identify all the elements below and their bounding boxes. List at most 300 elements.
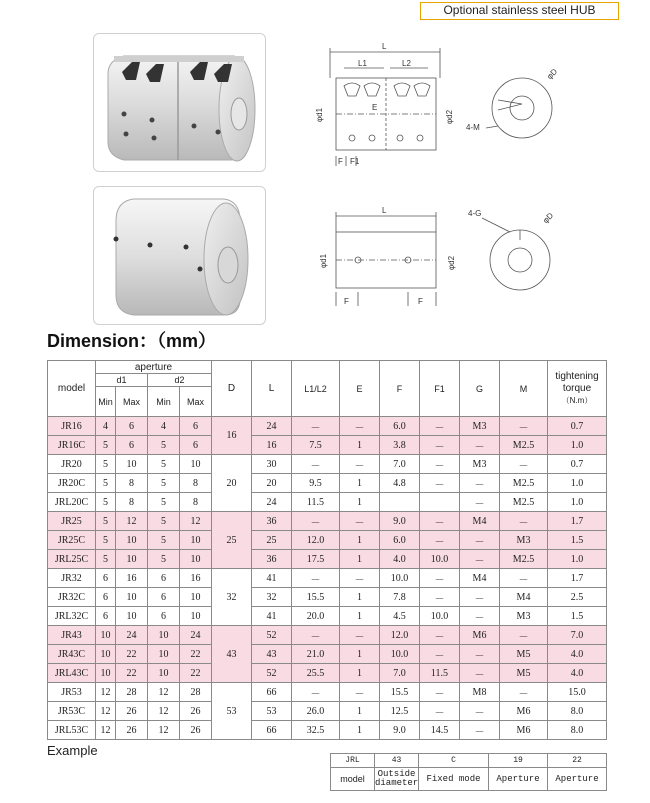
product-photo-set-screw bbox=[93, 186, 266, 325]
cell-d2min: 5 bbox=[148, 531, 180, 550]
cell-l: 43 bbox=[252, 645, 292, 664]
cell-model: JR43C bbox=[48, 645, 96, 664]
cell-d2max: 8 bbox=[180, 474, 212, 493]
cell-e: 1 bbox=[340, 702, 380, 721]
cell-m: － bbox=[500, 417, 548, 436]
cell-m: M2.5 bbox=[500, 474, 548, 493]
cell-d1min: 5 bbox=[96, 531, 116, 550]
cell-e: 1 bbox=[340, 531, 380, 550]
cell-d2max: 10 bbox=[180, 607, 212, 626]
cell-l1l2: 7.5 bbox=[292, 436, 340, 455]
dim2-L-label: L bbox=[382, 206, 387, 215]
cell-model: JR20C bbox=[48, 474, 96, 493]
cell-f: 9.0 bbox=[380, 721, 420, 740]
cell-d1min: 5 bbox=[96, 436, 116, 455]
cell-f1: － bbox=[420, 588, 460, 607]
cell-f1: － bbox=[420, 626, 460, 645]
cell-l: 24 bbox=[252, 493, 292, 512]
cell-d1max: 8 bbox=[116, 493, 148, 512]
cell-f1: － bbox=[420, 683, 460, 702]
cell-model: JR53C bbox=[48, 702, 96, 721]
cell-d1min: 10 bbox=[96, 645, 116, 664]
cell-d2min: 5 bbox=[148, 455, 180, 474]
cell-l: 41 bbox=[252, 569, 292, 588]
cell-f: 7.8 bbox=[380, 588, 420, 607]
cell-d2max: 24 bbox=[180, 626, 212, 645]
cell-torque: 0.7 bbox=[548, 417, 607, 436]
header-G: G bbox=[460, 361, 500, 417]
cell-d1min: 10 bbox=[96, 626, 116, 645]
cell-d1max: 6 bbox=[116, 417, 148, 436]
cell-m: M3 bbox=[500, 531, 548, 550]
cell-l1l2: － bbox=[292, 455, 340, 474]
table-row bbox=[48, 588, 607, 607]
cell-d2min: 10 bbox=[148, 664, 180, 683]
cell-d1max: 10 bbox=[116, 607, 148, 626]
cell-m: － bbox=[500, 569, 548, 588]
cell-model: JRL53C bbox=[48, 721, 96, 740]
cell-f: 7.0 bbox=[380, 664, 420, 683]
cell-d1max: 22 bbox=[116, 664, 148, 683]
header-F1: F1 bbox=[420, 361, 460, 417]
cell-d2min: 5 bbox=[148, 550, 180, 569]
cell-d2max: 22 bbox=[180, 664, 212, 683]
cell-e: － bbox=[340, 683, 380, 702]
cell-l1l2: － bbox=[292, 569, 340, 588]
cell-d2max: 12 bbox=[180, 512, 212, 531]
section-title: Dimension：（mm） bbox=[47, 331, 217, 351]
cell-torque: 7.0 bbox=[548, 626, 607, 645]
cell-d2min: 5 bbox=[148, 493, 180, 512]
example-fixed-label: Fixed mode bbox=[419, 768, 489, 791]
dim-L1-label: L1 bbox=[358, 59, 367, 68]
cell-d2min: 5 bbox=[148, 474, 180, 493]
table-row bbox=[48, 721, 607, 740]
cell-f1: － bbox=[420, 474, 460, 493]
cell-f: 7.0 bbox=[380, 455, 420, 474]
cell-e: － bbox=[340, 417, 380, 436]
cell-f: 12.0 bbox=[380, 626, 420, 645]
header-d2-min: Min bbox=[148, 387, 180, 417]
cell-model: JR25C bbox=[48, 531, 96, 550]
cell-d1max: 10 bbox=[116, 588, 148, 607]
cell-d1max: 6 bbox=[116, 436, 148, 455]
cell-model: JRL43C bbox=[48, 664, 96, 683]
cell-m: M2.5 bbox=[500, 550, 548, 569]
dim-L-label: L bbox=[382, 42, 387, 51]
cell-d1min: 5 bbox=[96, 474, 116, 493]
cell-l1l2: 26.0 bbox=[292, 702, 340, 721]
cell-l: 66 bbox=[252, 683, 292, 702]
cell-e: 1 bbox=[340, 550, 380, 569]
table-row bbox=[48, 550, 607, 569]
header-torque-unit: （N.m） bbox=[561, 395, 593, 405]
cell-f: 12.5 bbox=[380, 702, 420, 721]
cell-d1min: 5 bbox=[96, 550, 116, 569]
dim2-F-right-label: F bbox=[418, 297, 423, 306]
cell-d1max: 10 bbox=[116, 550, 148, 569]
header-D: D bbox=[212, 361, 252, 417]
cell-d1min: 4 bbox=[96, 417, 116, 436]
technical-drawing-setscrew-type bbox=[300, 200, 570, 315]
cell-d1max: 26 bbox=[116, 702, 148, 721]
cell-l: 41 bbox=[252, 607, 292, 626]
cell-d1max: 10 bbox=[116, 455, 148, 474]
dimension-table bbox=[47, 360, 607, 740]
cell-d1max: 22 bbox=[116, 645, 148, 664]
table-row bbox=[48, 683, 607, 702]
cell-d1max: 16 bbox=[116, 569, 148, 588]
cell-model: JR16C bbox=[48, 436, 96, 455]
cell-d1max: 8 bbox=[116, 474, 148, 493]
header-torque bbox=[548, 361, 607, 417]
cell-model: JR20 bbox=[48, 455, 96, 474]
cell-d1max: 26 bbox=[116, 721, 148, 740]
cell-f: 4.5 bbox=[380, 607, 420, 626]
cell-torque: 1.0 bbox=[548, 436, 607, 455]
table-row bbox=[48, 493, 607, 512]
cell-l1l2: － bbox=[292, 683, 340, 702]
cell-g: M4 bbox=[460, 569, 500, 588]
hub-option-label: Optional stainless steel HUB bbox=[420, 2, 619, 20]
cell-torque: 1.0 bbox=[548, 550, 607, 569]
cell-f1: － bbox=[420, 455, 460, 474]
table-row bbox=[48, 436, 607, 455]
cell-g: － bbox=[460, 607, 500, 626]
cell-g: － bbox=[460, 550, 500, 569]
cell-m: － bbox=[500, 683, 548, 702]
cell-l: 52 bbox=[252, 626, 292, 645]
cell-f: 10.0 bbox=[380, 569, 420, 588]
cell-f: 10.0 bbox=[380, 645, 420, 664]
cell-torque: 1.7 bbox=[548, 569, 607, 588]
cell-d1min: 12 bbox=[96, 683, 116, 702]
cell-f1: － bbox=[420, 436, 460, 455]
cell-f1: 14.5 bbox=[420, 721, 460, 740]
header-F: F bbox=[380, 361, 420, 417]
cell-d-group: 20 bbox=[212, 455, 252, 512]
cell-m: M6 bbox=[500, 702, 548, 721]
cell-l: 32 bbox=[252, 588, 292, 607]
cell-m: － bbox=[500, 455, 548, 474]
cell-model: JR43 bbox=[48, 626, 96, 645]
cell-m: M2.5 bbox=[500, 493, 548, 512]
cell-f1: － bbox=[420, 702, 460, 721]
header-M: M bbox=[500, 361, 548, 417]
cell-d1max: 24 bbox=[116, 626, 148, 645]
cell-f: 9.0 bbox=[380, 512, 420, 531]
cell-e: 1 bbox=[340, 436, 380, 455]
cell-e: － bbox=[340, 569, 380, 588]
cell-d2max: 26 bbox=[180, 721, 212, 740]
cell-e: 1 bbox=[340, 664, 380, 683]
cell-l1l2: 9.5 bbox=[292, 474, 340, 493]
example-od-label: Outside diameter bbox=[375, 768, 419, 791]
dim-d1-label: φd1 bbox=[315, 107, 324, 122]
cell-d1min: 5 bbox=[96, 512, 116, 531]
cell-l: 16 bbox=[252, 436, 292, 455]
cell-d2min: 5 bbox=[148, 512, 180, 531]
header-d2: d2 bbox=[148, 374, 212, 387]
cell-d1min: 5 bbox=[96, 455, 116, 474]
cell-d2max: 26 bbox=[180, 702, 212, 721]
dim-d2-label: φd2 bbox=[445, 109, 454, 124]
cell-d2min: 6 bbox=[148, 569, 180, 588]
cell-d1min: 10 bbox=[96, 664, 116, 683]
table-row bbox=[48, 702, 607, 721]
dim-D-label: φD bbox=[545, 66, 560, 82]
cell-l: 20 bbox=[252, 474, 292, 493]
cell-d1min: 6 bbox=[96, 588, 116, 607]
cell-model: JR32 bbox=[48, 569, 96, 588]
product-photo-split-clamp bbox=[93, 33, 266, 172]
cell-e: 1 bbox=[340, 645, 380, 664]
cell-f1: － bbox=[420, 569, 460, 588]
cell-model: JR32C bbox=[48, 588, 96, 607]
cell-g: － bbox=[460, 702, 500, 721]
cell-d2max: 10 bbox=[180, 588, 212, 607]
cell-l: 53 bbox=[252, 702, 292, 721]
header-aperture: aperture bbox=[96, 361, 212, 374]
header-d1-max: Max bbox=[116, 387, 148, 417]
cell-m: M6 bbox=[500, 721, 548, 740]
cell-model: JR16 bbox=[48, 417, 96, 436]
table-row bbox=[48, 531, 607, 550]
cell-f1: 10.0 bbox=[420, 550, 460, 569]
header-L1L2: L1/L2 bbox=[292, 361, 340, 417]
cell-model: JRL25C bbox=[48, 550, 96, 569]
example-series-value: JRL bbox=[331, 754, 375, 768]
cell-l: 30 bbox=[252, 455, 292, 474]
dim-F-label: F bbox=[338, 157, 343, 166]
cell-d-group: 25 bbox=[212, 512, 252, 569]
dim-L2-label: L2 bbox=[402, 59, 411, 68]
cell-f1: － bbox=[420, 512, 460, 531]
table-row bbox=[48, 512, 607, 531]
example-model-label: model bbox=[331, 768, 375, 791]
cell-d2min: 12 bbox=[148, 721, 180, 740]
table-row bbox=[48, 626, 607, 645]
cell-l: 25 bbox=[252, 531, 292, 550]
cell-d-group: 53 bbox=[212, 683, 252, 740]
cell-l1l2: 21.0 bbox=[292, 645, 340, 664]
header-d1: d1 bbox=[96, 374, 148, 387]
cell-model: JRL32C bbox=[48, 607, 96, 626]
cell-m: M4 bbox=[500, 588, 548, 607]
example-table bbox=[330, 753, 607, 791]
cell-d2min: 12 bbox=[148, 683, 180, 702]
cell-torque: 1.0 bbox=[548, 493, 607, 512]
cell-model: JR25 bbox=[48, 512, 96, 531]
cell-d2min: 10 bbox=[148, 645, 180, 664]
cell-torque: 1.5 bbox=[548, 531, 607, 550]
cell-g: － bbox=[460, 645, 500, 664]
cell-f: 15.5 bbox=[380, 683, 420, 702]
cell-g: － bbox=[460, 436, 500, 455]
cell-l: 24 bbox=[252, 417, 292, 436]
header-d2-max: Max bbox=[180, 387, 212, 417]
cell-d-group: 43 bbox=[212, 626, 252, 683]
cell-f1: － bbox=[420, 531, 460, 550]
cell-d1min: 6 bbox=[96, 607, 116, 626]
cell-torque: 8.0 bbox=[548, 702, 607, 721]
cell-d2max: 8 bbox=[180, 493, 212, 512]
cell-d1max: 10 bbox=[116, 531, 148, 550]
example-aperture2-label: Aperture bbox=[548, 768, 607, 791]
dim2-d2-label: φd2 bbox=[447, 255, 456, 270]
cell-d1max: 28 bbox=[116, 683, 148, 702]
cell-e: － bbox=[340, 626, 380, 645]
dimension-table-body bbox=[48, 417, 607, 740]
table-row bbox=[48, 645, 607, 664]
header-E: E bbox=[340, 361, 380, 417]
dim2-F-left-label: F bbox=[344, 297, 349, 306]
cell-d2max: 6 bbox=[180, 436, 212, 455]
cell-e: 1 bbox=[340, 721, 380, 740]
cell-m: M5 bbox=[500, 664, 548, 683]
cell-torque: 1.5 bbox=[548, 607, 607, 626]
dim-M-label: 4-M bbox=[466, 123, 480, 132]
cell-m: M2.5 bbox=[500, 436, 548, 455]
cell-torque: 15.0 bbox=[548, 683, 607, 702]
table-row bbox=[48, 607, 607, 626]
header-d1-min-visible: Min bbox=[96, 387, 116, 417]
cell-d2min: 12 bbox=[148, 702, 180, 721]
cell-l: 36 bbox=[252, 512, 292, 531]
cell-torque: 1.7 bbox=[548, 512, 607, 531]
cell-g: － bbox=[460, 531, 500, 550]
cell-g: M3 bbox=[460, 455, 500, 474]
example-aperture2-value: 22 bbox=[548, 754, 607, 768]
cell-l1l2: － bbox=[292, 626, 340, 645]
cell-d-group: 32 bbox=[212, 569, 252, 626]
cell-l: 36 bbox=[252, 550, 292, 569]
cell-f1: 11.5 bbox=[420, 664, 460, 683]
cell-l1l2: － bbox=[292, 417, 340, 436]
header-L: L bbox=[252, 361, 292, 417]
cell-d2max: 10 bbox=[180, 550, 212, 569]
cell-d2min: 6 bbox=[148, 607, 180, 626]
cell-d1min: 12 bbox=[96, 721, 116, 740]
cell-g: M6 bbox=[460, 626, 500, 645]
cell-d2max: 16 bbox=[180, 569, 212, 588]
cell-e: 1 bbox=[340, 493, 380, 512]
cell-e: 1 bbox=[340, 607, 380, 626]
cell-l1l2: 15.5 bbox=[292, 588, 340, 607]
dim-F1-label: F1 bbox=[350, 157, 360, 166]
cell-e: 1 bbox=[340, 588, 380, 607]
cell-f: 4.8 bbox=[380, 474, 420, 493]
dim-E-label: E bbox=[372, 103, 378, 112]
cell-model: JR53 bbox=[48, 683, 96, 702]
cell-f: 6.0 bbox=[380, 417, 420, 436]
example-label: Example bbox=[47, 743, 98, 758]
cell-d2max: 22 bbox=[180, 645, 212, 664]
technical-drawing-clamp-type bbox=[300, 38, 570, 178]
cell-model: JRL20C bbox=[48, 493, 96, 512]
cell-g: M3 bbox=[460, 417, 500, 436]
table-row bbox=[48, 417, 607, 436]
cell-torque: 4.0 bbox=[548, 664, 607, 683]
header-model: model bbox=[48, 361, 96, 417]
cell-l1l2: 11.5 bbox=[292, 493, 340, 512]
dim2-G-label: 4-G bbox=[468, 209, 482, 218]
example-aperture1-label: Aperture bbox=[489, 768, 548, 791]
header-torque-line1: tightening bbox=[555, 370, 599, 382]
cell-l1l2: 12.0 bbox=[292, 531, 340, 550]
example-fixed-value: C bbox=[419, 754, 489, 768]
cell-g: － bbox=[460, 664, 500, 683]
table-row bbox=[48, 569, 607, 588]
table-row bbox=[48, 474, 607, 493]
cell-d1min: 5 bbox=[96, 493, 116, 512]
cell-torque: 4.0 bbox=[548, 645, 607, 664]
cell-d1max: 12 bbox=[116, 512, 148, 531]
cell-e: － bbox=[340, 512, 380, 531]
cell-d1min: 12 bbox=[96, 702, 116, 721]
cell-d-group: 16 bbox=[212, 417, 252, 455]
cell-l1l2: － bbox=[292, 512, 340, 531]
header-torque-line2: torque bbox=[562, 382, 592, 394]
cell-d2max: 10 bbox=[180, 455, 212, 474]
cell-f: 4.0 bbox=[380, 550, 420, 569]
cell-g: M4 bbox=[460, 512, 500, 531]
cell-g: － bbox=[460, 493, 500, 512]
cell-g: － bbox=[460, 588, 500, 607]
cell-l1l2: 25.5 bbox=[292, 664, 340, 683]
cell-f1: 10.0 bbox=[420, 607, 460, 626]
cell-m: － bbox=[500, 626, 548, 645]
cell-d2min: 6 bbox=[148, 588, 180, 607]
cell-torque: 1.0 bbox=[548, 474, 607, 493]
cell-f: 3.8 bbox=[380, 436, 420, 455]
table-row bbox=[48, 664, 607, 683]
cell-e: 1 bbox=[340, 474, 380, 493]
cell-f bbox=[380, 493, 420, 512]
dim2-D-label: φD bbox=[541, 210, 556, 226]
cell-l1l2: 32.5 bbox=[292, 721, 340, 740]
cell-l1l2: 17.5 bbox=[292, 550, 340, 569]
cell-l: 52 bbox=[252, 664, 292, 683]
cell-d1min: 6 bbox=[96, 569, 116, 588]
cell-e: － bbox=[340, 455, 380, 474]
cell-torque: 0.7 bbox=[548, 455, 607, 474]
cell-m: M5 bbox=[500, 645, 548, 664]
cell-d2max: 10 bbox=[180, 531, 212, 550]
cell-torque: 8.0 bbox=[548, 721, 607, 740]
cell-d2max: 6 bbox=[180, 417, 212, 436]
cell-f1: － bbox=[420, 417, 460, 436]
table-row bbox=[48, 455, 607, 474]
cell-f1 bbox=[420, 493, 460, 512]
cell-g: － bbox=[460, 474, 500, 493]
cell-m: － bbox=[500, 512, 548, 531]
dim2-d1-label: φd1 bbox=[319, 253, 328, 268]
example-od-value: 43 bbox=[375, 754, 419, 768]
cell-d2min: 5 bbox=[148, 436, 180, 455]
cell-d2max: 28 bbox=[180, 683, 212, 702]
cell-g: M8 bbox=[460, 683, 500, 702]
cell-d2min: 10 bbox=[148, 626, 180, 645]
cell-l: 66 bbox=[252, 721, 292, 740]
cell-l1l2: 20.0 bbox=[292, 607, 340, 626]
cell-m: M3 bbox=[500, 607, 548, 626]
cell-f1: － bbox=[420, 645, 460, 664]
cell-g: － bbox=[460, 721, 500, 740]
cell-d2min: 4 bbox=[148, 417, 180, 436]
cell-torque: 2.5 bbox=[548, 588, 607, 607]
example-aperture1-value: 19 bbox=[489, 754, 548, 768]
